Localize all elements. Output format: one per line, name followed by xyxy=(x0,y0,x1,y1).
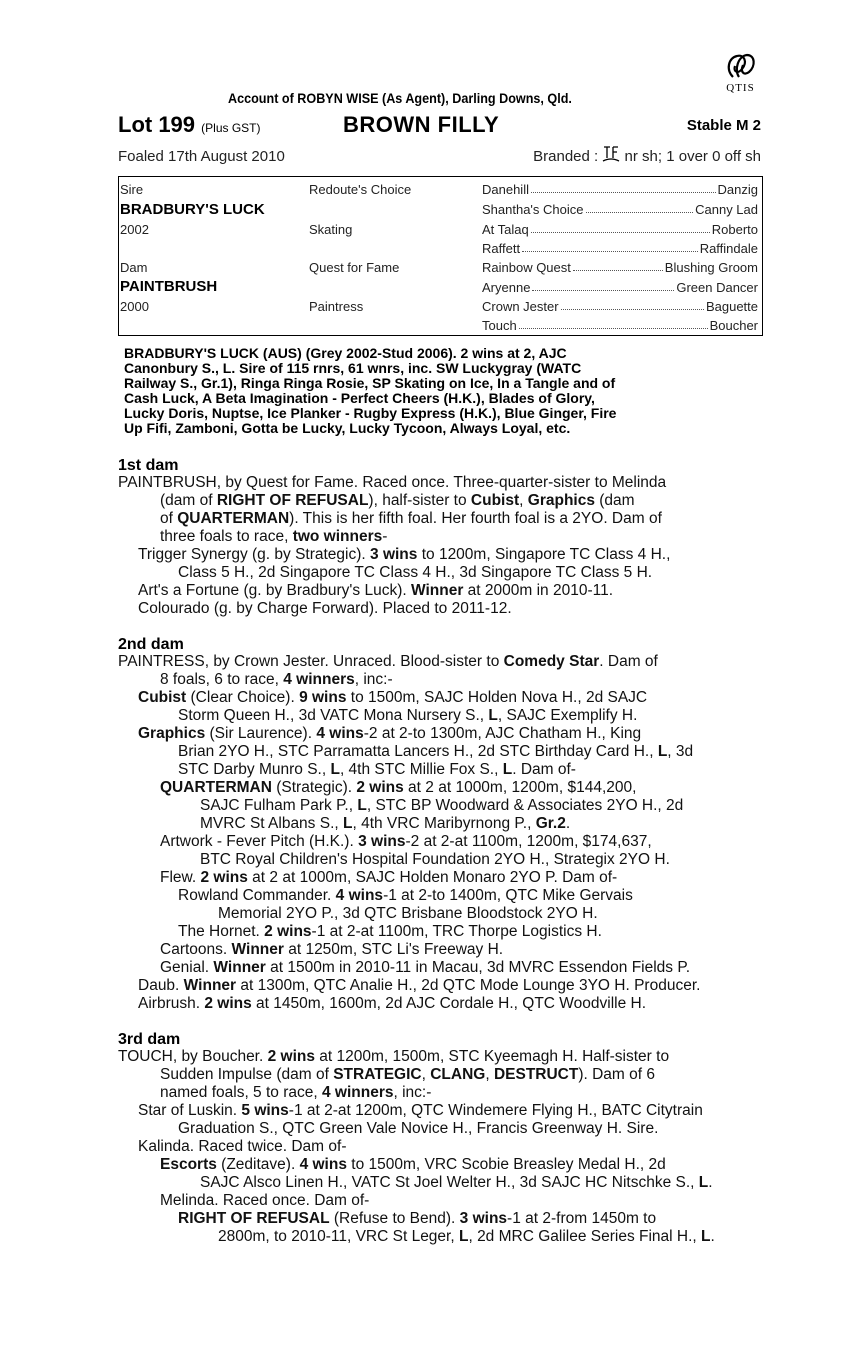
bold-text: Escorts xyxy=(160,1156,217,1173)
catalogue-line xyxy=(118,653,658,671)
text: , STC BP Woodward & Associates 2YO H., 2d xyxy=(366,797,684,814)
bold-text: Graphics xyxy=(138,725,206,742)
catalogue-line xyxy=(160,1156,666,1174)
catalogue-line xyxy=(160,1084,431,1102)
text: Melinda. Raced once. Dam of- xyxy=(160,1192,370,1209)
qtis-logo-icon xyxy=(724,50,758,84)
catalogue-line xyxy=(118,1048,669,1066)
text: at 2000m in 2010-11. xyxy=(463,582,614,599)
text: of xyxy=(160,510,178,527)
text: STC Darby Munro S., xyxy=(178,761,331,778)
catalogue-line xyxy=(160,671,393,689)
ancestor-right: Danzig xyxy=(717,182,758,197)
bold-text: 9 wins xyxy=(299,689,347,706)
text: -2 at 2-at 1100m, 1200m, $174,637, xyxy=(405,833,652,850)
text: -1 at 2-to 1400m, QTC Mike Gervais xyxy=(383,887,633,904)
dam-name: PAINTBRUSH xyxy=(120,278,218,295)
text: Star of Luskin. xyxy=(138,1102,242,1119)
bold-text: Winner xyxy=(231,941,284,958)
horse-description: BROWN FILLY xyxy=(343,112,500,137)
text: to 1500m, SAJC Holden Nova H., 2d SAJC xyxy=(346,689,648,706)
catalogue-line xyxy=(138,689,647,707)
pedigree-line xyxy=(482,318,758,333)
text: at 1300m, QTC Analie H., 2d QTC Mode Lounge 3YO H. Producer. xyxy=(236,977,701,994)
text: -1 at 2-from 1450m to xyxy=(507,1210,657,1227)
catalogue-line xyxy=(200,1174,713,1192)
bold-text: 3 wins xyxy=(459,1210,508,1227)
lot-number xyxy=(118,112,261,138)
bold-text: 2 wins xyxy=(264,923,312,940)
text: PAINTBRUSH, by Quest for Fame. Raced once. Three-quarter-sister to Melinda xyxy=(118,474,667,491)
text: Daub. xyxy=(138,977,184,994)
text: MVRC St Albans S., xyxy=(200,815,343,832)
bold-text: L xyxy=(357,797,367,814)
ancestor-right: Green Dancer xyxy=(676,280,758,295)
catalogue-line xyxy=(160,779,636,797)
catalogue-line xyxy=(160,959,690,977)
text: Rowland Commander. xyxy=(178,887,336,904)
pedigree-line xyxy=(482,241,758,256)
sire-summary-line: BRADBURY'S LUCK (AUS) (Grey 2002-Stud 2006). 2 wins at 2, AJC xyxy=(124,345,567,361)
dam-dam: Paintress xyxy=(309,299,364,314)
pedigree-table xyxy=(118,176,763,336)
text: Airbrush. xyxy=(138,995,205,1012)
catalogue-line xyxy=(160,510,662,528)
section-1st-dam: 1st dam xyxy=(118,457,179,474)
text: SAJC Alsco Linen H., VATC St Joel Welter H., 3d SAJC HC Nitschke S., xyxy=(200,1174,699,1191)
text: -2 at 2-to 1300m, AJC Chatham H., King xyxy=(363,725,642,742)
catalogue-line xyxy=(200,851,670,869)
catalogue-line xyxy=(178,761,576,779)
qtis-logo xyxy=(718,50,763,94)
bold-text: 4 wins xyxy=(299,1156,347,1173)
text: at 1250m, STC Li's Freeway H. xyxy=(283,941,504,958)
text: ). Dam of 6 xyxy=(578,1066,656,1083)
lot-row xyxy=(118,112,763,138)
ancestor-left: Shantha's Choice xyxy=(482,202,584,217)
text: at 1500m in 2010-11 in Macau, 3d MVRC Essendon Fields P. xyxy=(265,959,691,976)
text: Cartoons. xyxy=(160,941,232,958)
catalogue-line xyxy=(138,582,613,600)
catalogue-line xyxy=(138,546,670,564)
text: PAINTRESS, by Crown Jester. Unraced. Blood-sister to xyxy=(118,653,504,670)
pedigree-line xyxy=(482,280,758,295)
catalogue-line xyxy=(200,797,683,815)
catalogue-line xyxy=(138,600,512,618)
sire-summary-line: Canonbury S., L. Sire of 115 rnrs, 61 wnrs, inc. SW Luckygray (WATC xyxy=(124,360,582,376)
ancestor-right: Blushing Groom xyxy=(664,260,758,275)
text: -1 at 2-at 1100m, TRC Thorpe Logistics H. xyxy=(311,923,602,940)
text: at 2 at 1000m, SAJC Holden Monaro 2YO P. Dam of- xyxy=(247,869,618,886)
text: . Dam of- xyxy=(512,761,576,778)
text: TOUCH, by Boucher. xyxy=(118,1048,268,1065)
catalogue-line xyxy=(178,1120,658,1138)
bold-text: L xyxy=(458,1228,469,1245)
stable-number: Stable M 2 xyxy=(686,117,761,134)
text: , inc:- xyxy=(393,1084,432,1101)
pedigree-line xyxy=(482,182,758,197)
text: Trigger Synergy (g. by Strategic). xyxy=(138,546,371,563)
catalogue-line xyxy=(160,492,635,510)
catalogue-line xyxy=(138,1138,346,1156)
sire-summary-line: Railway S., Gr.1), Ringa Ringa Rosie, SP Skating on Ice, In a Tangle and of xyxy=(124,375,616,391)
text: - xyxy=(382,528,388,545)
pedigree-line xyxy=(482,299,758,314)
vendor-account: Account of ROBYN WISE (As Agent), Darling Downs, Qld. xyxy=(228,90,572,106)
text: (Clear Choice). xyxy=(186,689,300,706)
text: . xyxy=(565,815,571,832)
pedigree-line xyxy=(482,260,758,275)
bold-text: two winners xyxy=(292,528,383,545)
bold-text: 5 wins xyxy=(241,1102,289,1119)
bold-text: Winner xyxy=(213,959,266,976)
sire-summary xyxy=(124,346,759,436)
text: -1 at 2-at 1200m, QTC Windemere Flying H., BATC Citytrain xyxy=(288,1102,703,1119)
catalogue-line xyxy=(218,905,598,923)
bold-text: L xyxy=(343,815,353,832)
text: Storm Queen H., 3d VATC Mona Nursery S., xyxy=(178,707,489,724)
text: , SAJC Exemplify H. xyxy=(497,707,638,724)
text: (dam xyxy=(594,492,635,509)
ancestor-right: Canny Lad xyxy=(695,202,758,217)
catalogue-line xyxy=(160,1066,655,1084)
text: , 4th STC Millie Fox S., xyxy=(339,761,503,778)
text: Colourado (g. by Charge Forward). Placed to 2011-12. xyxy=(138,600,512,617)
text: The Hornet. xyxy=(178,923,265,940)
catalogue-line xyxy=(178,1210,656,1228)
branded-detail: nr sh; 1 over 0 off sh xyxy=(624,148,761,165)
bold-text: Winner xyxy=(183,977,237,994)
bold-text: 4 winners xyxy=(283,671,355,688)
sire-summary-line: Up Fifi, Zamboni, Gotta be Lucky, Lucky Tycoon, Always Loyal, etc. xyxy=(124,420,571,436)
catalogue-line xyxy=(138,1102,703,1120)
bold-text: Gr.2 xyxy=(535,815,566,832)
text: Brian 2YO H., STC Parramatta Lancers H., 2d STC Birthday Card H., xyxy=(178,743,658,760)
bold-text: STRATEGIC xyxy=(333,1066,422,1083)
text: Memorial 2YO P., 3d QTC Brisbane Bloodstock 2YO H. xyxy=(218,905,598,922)
text: . xyxy=(710,1228,715,1245)
bold-text: 3 wins xyxy=(358,833,406,850)
text: Art's a Fortune (g. by Bradbury's Luck). xyxy=(138,582,411,599)
sire-year: 2002 xyxy=(120,222,149,237)
bold-text: 2 wins xyxy=(356,779,404,796)
logo-text: QTIS xyxy=(726,82,755,94)
bold-text: Cubist xyxy=(138,689,187,706)
pedigree-line xyxy=(482,222,758,237)
sire-summary-line: Lucky Doris, Nuptse, Ice Planker - Rugby Express (H.K.), Blue Ginger, Fire xyxy=(124,405,617,421)
text: at 1200m, 1500m, STC Kyeemagh H. Half-sister to xyxy=(315,1048,670,1065)
branded-label: Branded : xyxy=(533,148,599,165)
catalogue-line xyxy=(118,474,666,492)
catalogue-line xyxy=(160,528,387,546)
text: Class 5 H., 2d Singapore TC Class 4 H., 3d Singapore TC Class 5 H. xyxy=(178,564,653,581)
catalogue-line xyxy=(160,1192,369,1210)
text: , inc:- xyxy=(354,671,393,688)
brand-mark-icon xyxy=(602,145,620,163)
text: Sudden Impulse (dam of xyxy=(160,1066,334,1083)
text: Genial. xyxy=(160,959,214,976)
catalogue-line xyxy=(160,833,652,851)
bold-text: L xyxy=(657,743,668,760)
bold-text: QUARTERMAN xyxy=(160,779,272,796)
lot-label: Lot 199 xyxy=(118,112,196,137)
bold-text: L xyxy=(330,761,340,778)
ancestor-right: Boucher xyxy=(709,318,758,333)
ancestor-left: At Talaq xyxy=(482,222,529,237)
text: ), half-sister to xyxy=(368,492,471,509)
text: , xyxy=(519,492,528,509)
bold-text: CLANG xyxy=(430,1066,486,1083)
catalogue-line xyxy=(178,707,637,725)
catalogue-line xyxy=(178,887,633,905)
bold-text: L xyxy=(502,761,513,778)
ancestor-left: Rainbow Quest xyxy=(482,260,571,275)
ancestor-right: Roberto xyxy=(711,222,758,237)
dam-year: 2000 xyxy=(120,299,149,314)
text: , 3d xyxy=(667,743,694,760)
section-2nd-dam: 2nd dam xyxy=(118,636,184,653)
sire-name: BRADBURY'S LUCK xyxy=(120,201,265,218)
dam-sire: Quest for Fame xyxy=(309,260,400,275)
bold-text: 2 wins xyxy=(200,869,248,886)
ancestor-right: Baguette xyxy=(705,299,758,314)
catalogue-line xyxy=(138,995,646,1013)
section-3rd-dam: 3rd dam xyxy=(118,1031,181,1048)
sire-label: Sire xyxy=(120,182,144,197)
text: (Strategic). xyxy=(271,779,357,796)
bold-text: 3 wins xyxy=(370,546,418,563)
text: (Zeditave). xyxy=(216,1156,300,1173)
catalogue-line xyxy=(178,923,602,941)
ancestor-left: Crown Jester xyxy=(482,299,559,314)
bold-text: Graphics xyxy=(527,492,595,509)
catalogue-line xyxy=(138,725,641,743)
text: to 1200m, Singapore TC Class 4 H., xyxy=(417,546,671,563)
text: BTC Royal Children's Hospital Foundation 2YO H., Strategix 2YO H. xyxy=(200,851,670,868)
text: . Dam of xyxy=(599,653,658,670)
bold-text: Comedy Star xyxy=(503,653,600,670)
text: Artwork - Fever Pitch (H.K.). xyxy=(160,833,359,850)
ancestor-left: Aryenne xyxy=(482,280,531,295)
ancestor-left: Touch xyxy=(482,318,517,333)
foaled-date: Foaled 17th August 2010 xyxy=(118,148,285,165)
bold-text: L xyxy=(488,707,498,724)
brand-info xyxy=(533,145,761,165)
lot-note: (Plus GST) xyxy=(201,121,261,135)
catalogue-line xyxy=(178,743,693,761)
text: Flew. xyxy=(160,869,201,886)
catalogue-line xyxy=(160,941,503,959)
text: Graduation S., QTC Green Vale Novice H., Francis Greenway H. Sire. xyxy=(178,1120,659,1137)
catalogue-line xyxy=(138,977,700,995)
text: , xyxy=(421,1066,431,1083)
text: 8 foals, 6 to race, xyxy=(160,671,284,688)
bold-text: Winner xyxy=(410,582,464,599)
bold-text: Cubist xyxy=(470,492,520,509)
text: to 1500m, VRC Scobie Breasley Medal H., 2d xyxy=(346,1156,666,1173)
bold-text: 4 wins xyxy=(316,725,364,742)
catalogue-line xyxy=(178,564,652,582)
text: (Sir Laurence). xyxy=(205,725,317,742)
catalogue-line xyxy=(160,869,617,887)
catalogue-line xyxy=(200,815,570,833)
text: . xyxy=(708,1174,713,1191)
text: Kalinda. Raced twice. Dam of- xyxy=(138,1138,347,1155)
bold-text: 2 wins xyxy=(267,1048,315,1065)
text: , 2d MRC Galilee Series Final H., xyxy=(468,1228,702,1245)
ancestor-right: Raffindale xyxy=(699,241,758,256)
bold-text: DESTRUCT xyxy=(493,1066,579,1083)
bold-text: 4 winners xyxy=(321,1084,394,1101)
text: 2800m, to 2010-11, VRC St Leger, xyxy=(218,1228,459,1245)
dam-label: Dam xyxy=(120,260,148,275)
bold-text: RIGHT OF REFUSAL xyxy=(216,492,369,509)
bold-text: 2 wins xyxy=(204,995,252,1012)
ancestor-left: Danehill xyxy=(482,182,529,197)
pedigree-line xyxy=(482,202,758,217)
bold-text: QUARTERMAN xyxy=(177,510,290,527)
text: SAJC Fulham Park P., xyxy=(200,797,358,814)
bold-text: L xyxy=(701,1228,711,1245)
text: , xyxy=(485,1066,494,1083)
text: ). This is her fifth foal. Her fourth foal is a 2YO. Dam of xyxy=(289,510,662,527)
sire-dam: Skating xyxy=(309,222,353,237)
catalogue-line xyxy=(218,1228,715,1246)
text: (dam of xyxy=(160,492,217,509)
bold-text: RIGHT OF REFUSAL xyxy=(178,1210,330,1227)
text: , 4th VRC Maribyrnong P., xyxy=(352,815,536,832)
bold-text: 4 wins xyxy=(335,887,384,904)
text: three foals to race, xyxy=(160,528,293,545)
text: named foals, 5 to race, xyxy=(160,1084,322,1101)
bold-text: L xyxy=(698,1174,709,1191)
text: (Refuse to Bend). xyxy=(329,1210,460,1227)
text: at 2 at 1000m, 1200m, $144,200, xyxy=(403,779,637,796)
sire-sire: Redoute's Choice xyxy=(309,182,412,197)
sire-summary-line: Cash Luck, A Beta Imagination - Perfect Cheers (H.K.), Blades of Glory, xyxy=(124,390,595,406)
text: at 1450m, 1600m, 2d AJC Cordale H., QTC Woodville H. xyxy=(251,995,647,1012)
ancestor-left: Raffett xyxy=(482,241,521,256)
